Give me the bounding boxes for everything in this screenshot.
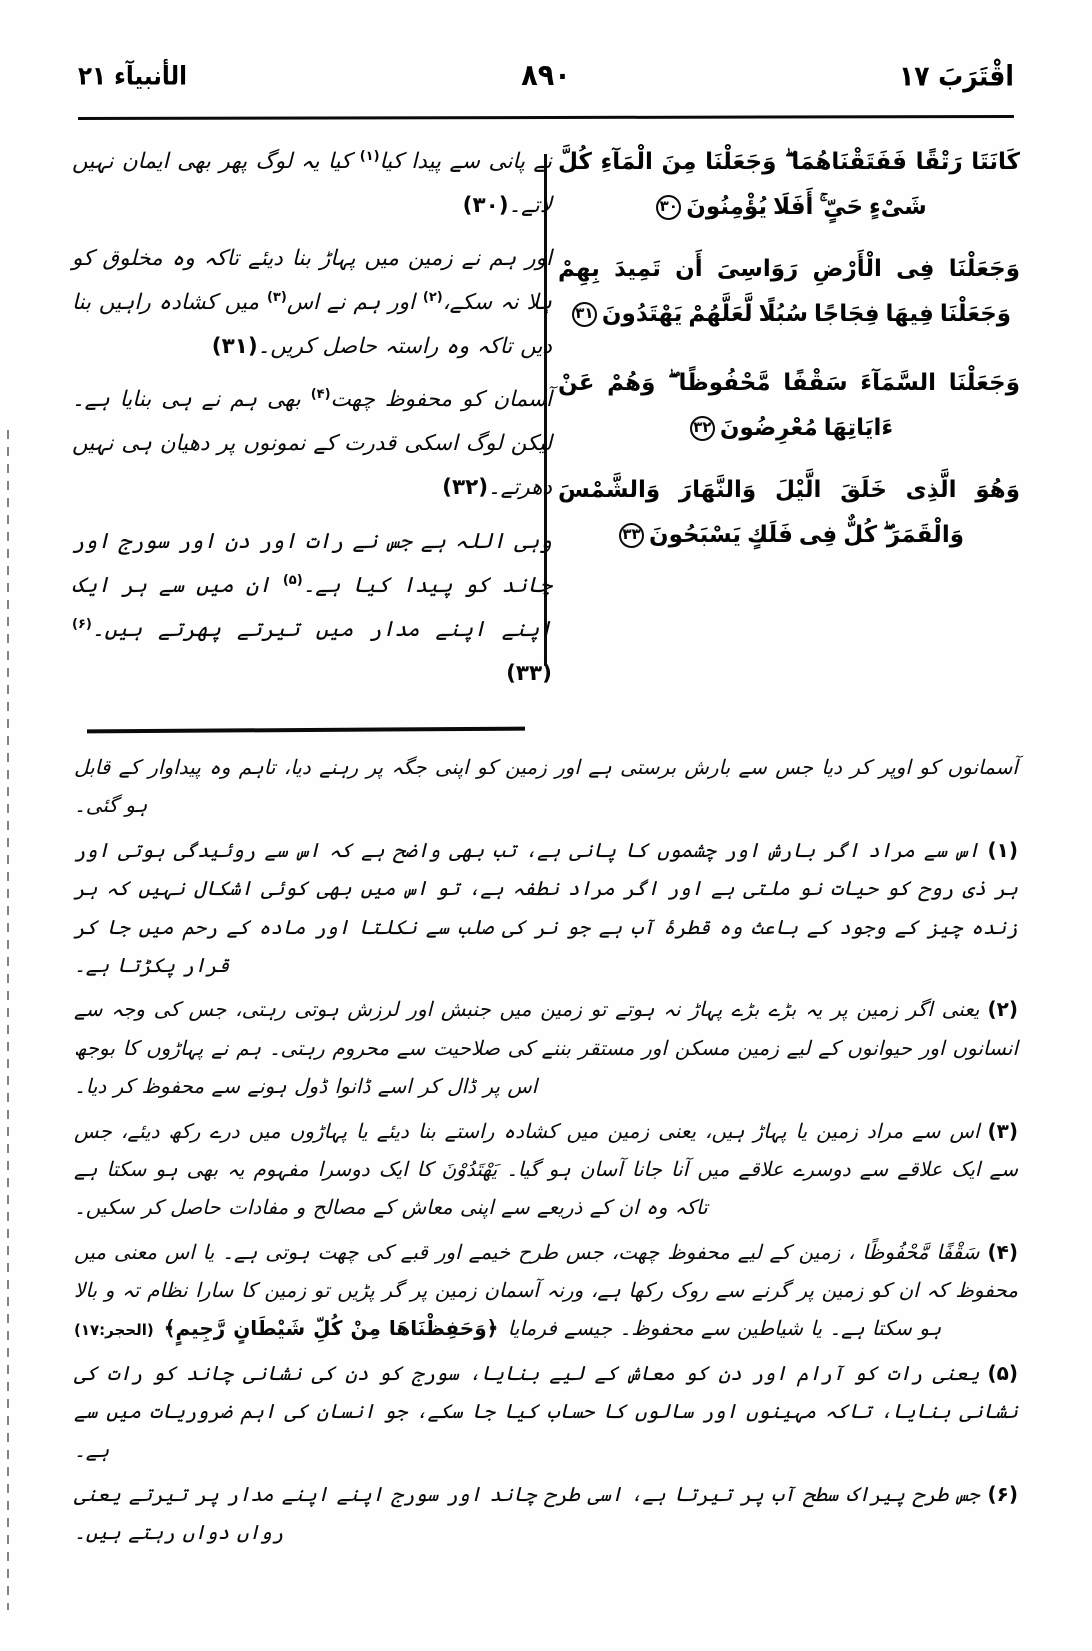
translation-31-footnote-ref-2: (۳) (266, 290, 287, 306)
footnote-6 (74, 1475, 1018, 1552)
footnote-3-marker: (۳) (987, 1118, 1018, 1143)
translation-30-text-a: نے پانی سے پیدا کیا (379, 149, 553, 174)
ayah-32 (558, 361, 1020, 451)
translation-31-verse-number: (۳۱) (211, 334, 258, 360)
ayah-31 (558, 247, 1020, 337)
translation-verse-33 (72, 520, 552, 696)
commentary-section (74, 748, 1018, 1558)
translation-31-text-b: اور ہم نے اس (286, 290, 415, 316)
juz-label: اقْتَرَبَ ١٧ (898, 59, 1014, 93)
translation-verse-32 (72, 378, 552, 510)
translation-verse-30 (72, 140, 552, 228)
footnote-1-marker: (۱) (987, 837, 1018, 862)
translation-32-verse-number: (۳۲) (442, 475, 489, 501)
surah-label: الأنبيآء ٢١ (78, 62, 188, 92)
ayah-32-text: وَجَعَلْنَا السَّمَآءَ سَقْفًا مَّحْفُوظًا ۖ وَهُمْ عَنْ ءَايَاتِهَا مُعْرِضُونَ (558, 370, 1020, 442)
scan-edge-artifact (7, 430, 9, 1610)
footnote-2 (74, 990, 1018, 1105)
ayah-30 (558, 140, 1020, 230)
footnote-separator (87, 727, 525, 734)
header-divider (78, 115, 1014, 120)
footnote-1-text: اس سے مراد اگر بارش اور چشموں کا پانی ہے، تب بھی واضح ہے کہ اس سے روئیدگی ہوتی اور ہر ذی روح کو حیات نو ملتی ہے اور اگر مراد نطفہ ہے، تو اس میں بھی کوئی اشکال نہیں کہ ہر زندہ چیز کے وجود کے باعث وہ قطرۂ آب ہے جو نر کی صلب سے نکلتا اور مادہ کے رحم میں جا کر قرار پکڑتا ہے۔ (74, 837, 1018, 977)
page-header (78, 52, 1014, 112)
footnote-4-text: سَقْفًا مَّحْفُوظًا ، زمین کے لیے محفوظ چھت، جس طرح خیمے اور قبے کی چھت ہوتی ہے۔ یا اس معنی میں محفوظ کہ ان کو زمین پر گرنے سے روک رکھا ہے، ورنہ آسمان زمین پر گر پڑیں تو زمین کا سارا نظام تہ و بالا ہو سکتا ہے۔ یا شیاطین سے محفوظ۔ جیسے فرمایا (74, 1239, 1018, 1341)
ayah-30-number: ٣٠ (656, 195, 681, 220)
urdu-translation-column (72, 140, 553, 686)
translation-33-footnote-ref-2: (۶) (72, 616, 92, 632)
ayah-31-number: ٣١ (572, 302, 597, 327)
footnote-5-marker: (۵) (987, 1360, 1018, 1385)
translation-32-text-a: آسمان کو محفوظ چھت (330, 387, 552, 413)
ayah-30-text: كَانَتَا رَتْقًا فَفَتَقْنَاهُمَا ۖ وَجَعَلْنَا مِنَ الْمَآءِ كُلَّ شَىْءٍ حَىٍّ ۚ أَفَلَا يُؤْمِنُونَ (558, 149, 1020, 220)
footnote-3-text: اس سے مراد زمین یا پہاڑ ہیں، یعنی زمین میں کشادہ راستے بنا دیئے یا پہاڑوں میں درے رکھ دیئے، جس سے ایک علاقے سے دوسرے علاقے میں آنا جانا آسان ہو گیا۔ یَهْتَدُوْنَ کا ایک دوسرا مفہوم یہ بھی ہو سکتا ہے تاکہ وہ ان کے ذریعے سے اپنی معاش کے مصالح و مفادات حاصل کر سکیں۔ (74, 1118, 1018, 1220)
ayah-33-number: ٣٣ (619, 523, 644, 548)
arabic-scripture-column (558, 140, 1020, 670)
footnote-2-text: یعنی اگر زمین پر یہ بڑے بڑے پہاڑ نہ ہوتے تو زمین میں جنبش اور لرزش ہوتی رہتی، جس کی وجہ سے انسانوں اور حیوانوں کے لیے زمین مسکن اور مستقر بننے کی صلاحیت سے محروم رہتی۔ ہم نے پہاڑوں کا بوجھ اس پر ڈال کر اسے ڈانوا ڈول ہونے سے محفوظ کر دیا۔ (74, 997, 1018, 1099)
translation-30-text-b: کیا یہ لوگ پھر بھی ایمان نہیں لاتے۔ (72, 149, 552, 219)
translation-32-footnote-ref: (۴) (310, 387, 331, 403)
translation-33-verse-number: (۳۳) (506, 660, 552, 686)
translation-33-text-a: وہی اللہ ہے جس نے رات اور دن اور سورج اور چاند کو پیدا کیا ہے۔ (72, 528, 552, 598)
footnote-1 (74, 831, 1018, 985)
translation-31-text-a: اور ہم نے زمین میں پہاڑ بنا دیئے تاکہ وہ مخلوق کو ہلا نہ سکے، (72, 246, 552, 316)
translation-32-text-b: بھی ہم نے ہی بنایا ہے۔ لیکن لوگ اسکی قدرت کے نمونوں پر دھیان ہی نہیں دھرتے۔ (72, 387, 552, 501)
translation-verse-31 (72, 237, 552, 369)
footnote-2-marker: (۲) (987, 997, 1018, 1022)
footnote-4 (74, 1233, 1018, 1348)
translation-33-footnote-ref-1: (۵) (282, 572, 303, 588)
page-number: ٨٩٠ (521, 58, 571, 93)
scripture-translation-columns (72, 140, 1020, 686)
ayah-32-number: ٣٢ (690, 416, 715, 441)
ayah-31-text: وَجَعَلْنَا فِى الْأَرْضِ رَوَاسِىَ أَن تَمِيدَ بِهِمْ وَجَعَلْنَا فِيهَا فِجَاجًا سُبُلًا لَّعَلَّهُمْ يَهْتَدُونَ (558, 255, 1020, 327)
footnote-6-text: جس طرح پیراک سطح آب پر تیرتا ہے، اسی طرح چاند اور سورج اپنے اپنے مدار پر تیرتے یعنی رواں دواں رہتے ہیں۔ (74, 1482, 980, 1545)
translation-30-footnote-ref: (۱) (359, 148, 380, 164)
footnote-6-marker: (۶) (987, 1482, 1018, 1507)
translation-33-text-b: ان میں سے ہر ایک اپنے اپنے مدار میں تیرتے پھرتے ہیں۔ (72, 572, 552, 642)
footnote-4-quran-quote: ﴿وَحَفِظْنَاهَا مِنْ كُلِّ شَيْطَانٍ رَّجِيمٍ﴾ (163, 1316, 499, 1341)
footnote-5 (74, 1354, 1018, 1469)
ayah-33 (558, 468, 1020, 558)
footnote-4-quran-reference: (الحجر:۱۷) (74, 1321, 154, 1340)
ayah-33-text: وَهُوَ الَّذِى خَلَقَ الَّيْلَ وَالنَّهَارَ وَالشَّمْسَ وَالْقَمَرَ ۖ كُلٌّ فِى فَلَكٍ يَسْبَحُونَ (558, 477, 1020, 548)
footnote-5-text: یعنی رات کو آرام اور دن کو معاش کے لیے بنایا، سورج کو دن کی نشانی چاند کو رات کی نشانی بنایا، تاکہ مہینوں اور سالوں کا حساب کیا جا سکے، جو انسان کی اہم ضروریات میں سے ہے۔ (74, 1360, 1018, 1462)
commentary-intro: آسمانوں کو اوپر کر دیا جس سے بارش برستی ہے اور زمین کو اپنی جگہ پر رہنے دیا، تاہم وہ پیداوار کے قابل ہو گئی۔ (74, 755, 1018, 818)
translation-31-text-c: میں کشادہ راہیں بنا دیں تاکہ وہ راستہ حاصل کریں۔ (72, 290, 552, 360)
translation-31-footnote-ref-1: (۲) (422, 290, 443, 306)
footnote-4-marker: (۴) (987, 1239, 1018, 1264)
footnote-3 (74, 1112, 1018, 1227)
translation-30-verse-number: (۳۰) (462, 193, 509, 219)
